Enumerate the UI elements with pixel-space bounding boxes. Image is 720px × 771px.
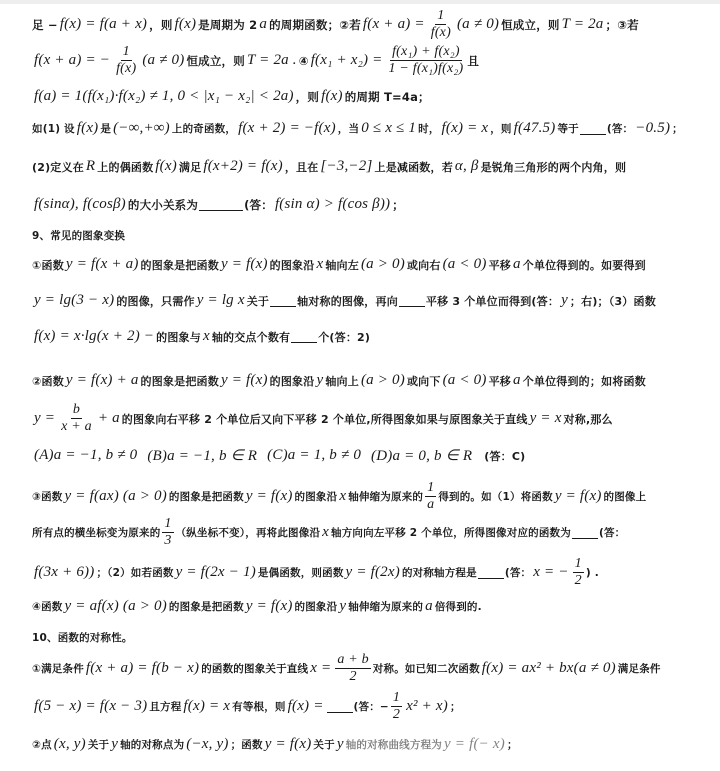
text: 有等根，则 bbox=[232, 701, 286, 713]
math: (a ≠ 0) bbox=[142, 52, 185, 68]
math: T = 2a bbox=[561, 16, 604, 32]
doc-line-10 bbox=[32, 372, 646, 389]
fraction: $\frac{1}{2}$ bbox=[392, 690, 401, 722]
heading-text: 9、常见的图象变换 bbox=[32, 230, 126, 242]
math: α, β bbox=[454, 158, 479, 174]
fraction: $\frac{1}{2}$ bbox=[574, 556, 582, 588]
text: （纵坐标不变），再将此图像沿 bbox=[175, 527, 321, 539]
text: ②函数 bbox=[32, 374, 64, 388]
math: y = bbox=[34, 410, 56, 426]
answer-blank bbox=[399, 294, 425, 307]
answer-blank bbox=[580, 122, 606, 135]
math: f(x) bbox=[174, 16, 197, 32]
math: y = lg x bbox=[196, 292, 245, 308]
text: 是锐角三角形的两个内角，则 bbox=[480, 160, 627, 174]
text: (答： bbox=[598, 527, 626, 539]
doc-line-15 bbox=[32, 556, 599, 589]
math: y = f(x) bbox=[245, 598, 293, 614]
text: 轴对称的图像，再向 bbox=[297, 294, 398, 308]
fraction: $\frac{a + b}{2}$ bbox=[337, 652, 369, 684]
text: ，则 bbox=[149, 17, 173, 32]
text: ①满足条件 bbox=[32, 663, 84, 675]
text: 且 bbox=[467, 53, 480, 68]
math: f(x + 2) = −f(x) bbox=[238, 120, 336, 136]
text: 或向右 bbox=[406, 258, 441, 272]
math: y = f(x) bbox=[245, 488, 293, 504]
text: 倍得到的. bbox=[434, 601, 482, 613]
math: x bbox=[202, 328, 210, 344]
text: ) . bbox=[585, 566, 599, 579]
math: a bbox=[425, 598, 433, 614]
math: y = x bbox=[529, 410, 562, 426]
math: (a > 0) bbox=[360, 372, 405, 388]
choice-b: (B)a = −1, b ∈ R bbox=[147, 448, 258, 464]
math: f(x) bbox=[321, 88, 343, 104]
text: 恒成立，则 bbox=[501, 17, 560, 32]
text: 满足 bbox=[178, 160, 202, 174]
text: 的图象沿 bbox=[294, 491, 338, 503]
math: f(x + a) = bbox=[362, 16, 425, 32]
text: 个单位得到的；如将函数 bbox=[522, 374, 646, 388]
math: a bbox=[512, 256, 521, 272]
math: y bbox=[561, 292, 568, 308]
math: 0 ≤ x ≤ 1 bbox=[361, 120, 417, 136]
text: 轴向上 bbox=[325, 374, 359, 388]
text: ④ bbox=[298, 53, 309, 68]
text: 是偶函数，则函数 bbox=[257, 567, 344, 579]
text: 的图象是把函数 bbox=[168, 491, 244, 503]
doc-line-11 bbox=[32, 402, 613, 435]
text: 的图象与 bbox=[156, 330, 201, 344]
text: ②点 bbox=[32, 739, 52, 751]
doc-line-16 bbox=[32, 598, 482, 615]
text: 所有点的横坐标变为原来的 bbox=[32, 527, 161, 539]
math: x bbox=[339, 488, 347, 504]
fraction: $\frac{\text{f(x₁) + f(x₂)}}{\text{1 − f(x₁)f(x₂)}}$ bbox=[388, 44, 464, 76]
math: f(x₁ + x₂) = bbox=[310, 52, 383, 68]
math: y = f(x) bbox=[220, 256, 268, 272]
text: ； bbox=[449, 701, 461, 713]
math: f(sin α) > f(cos β)) bbox=[274, 196, 391, 212]
fraction: $\frac{1}{a}$ bbox=[427, 480, 435, 512]
text: 且方程 bbox=[149, 701, 182, 713]
text: 的图像，只需作 bbox=[116, 294, 195, 308]
text: 轴的交点个数有 bbox=[211, 330, 291, 344]
math: y = f(x) bbox=[264, 736, 312, 752]
math: (a > 0) bbox=[122, 488, 167, 504]
text: 恒成立，则 bbox=[186, 53, 245, 68]
math: y = f(2x) bbox=[345, 564, 400, 580]
text: (2)定义在 bbox=[32, 160, 84, 174]
text: 的周期函数；②若 bbox=[269, 17, 361, 32]
math: y = f(− x) bbox=[444, 736, 505, 752]
math: y bbox=[336, 736, 344, 752]
math: y = f(x + a) bbox=[65, 256, 139, 272]
text: ； bbox=[672, 123, 683, 135]
math: x² + x) bbox=[406, 698, 448, 714]
math: f(x) = x bbox=[183, 698, 231, 714]
math: y bbox=[339, 598, 347, 614]
answer-blank bbox=[199, 198, 243, 211]
doc-line-3 bbox=[32, 88, 430, 105]
math: x = bbox=[310, 660, 332, 676]
math: f(x) = x bbox=[441, 120, 489, 136]
math: y = af(x) bbox=[64, 598, 119, 614]
math: (a > 0) bbox=[122, 598, 167, 614]
text: 个单位得到的。如要得到 bbox=[522, 258, 646, 272]
text: ，则 bbox=[490, 123, 512, 135]
math: y = f(x) bbox=[220, 372, 268, 388]
math: f(x) bbox=[155, 158, 177, 174]
text: 关于 bbox=[87, 739, 110, 751]
math: (−∞,+∞) bbox=[113, 120, 170, 136]
text: (答： bbox=[244, 197, 273, 212]
math: f(x) bbox=[76, 120, 99, 136]
text: 关于 bbox=[313, 739, 335, 751]
heading-text: 10、函数的对称性。 bbox=[32, 632, 133, 644]
text: (答： bbox=[606, 123, 634, 135]
doc-line-18 bbox=[32, 690, 461, 723]
text: ；③若 bbox=[605, 17, 639, 32]
text: 的图象向右平移 2 个单位后又向下平移 2 个单位,所得图象如果与原图象关于直线 bbox=[121, 412, 528, 426]
answer-blank bbox=[478, 566, 504, 579]
math: f(x) = ax² + bx(a ≠ 0) bbox=[481, 660, 616, 676]
text: ，则 bbox=[295, 89, 320, 104]
text: 的大小关系为 bbox=[127, 197, 199, 212]
text: 上的偶函数 bbox=[97, 160, 154, 174]
math: f(x + a) = − bbox=[34, 52, 111, 68]
text: 对称,那么 bbox=[563, 412, 613, 426]
text: 的图象是把函数 bbox=[140, 374, 219, 388]
math: (−x, y) bbox=[186, 736, 229, 752]
doc-line-2 bbox=[32, 44, 479, 77]
text: ；函数 bbox=[230, 739, 263, 751]
fraction: $\frac{b}{x + a}$ bbox=[61, 402, 92, 434]
math: f(x) = bbox=[287, 698, 324, 714]
text: 关于 bbox=[246, 294, 270, 308]
math: y = f(x) + a bbox=[65, 372, 139, 388]
text: (答： bbox=[504, 567, 532, 579]
math: y = f(ax) bbox=[64, 488, 119, 504]
text: 如(1) 设 bbox=[32, 123, 75, 135]
text: 的图像上 bbox=[603, 491, 647, 503]
choice-d: (D)a = 0, b ∈ R bbox=[371, 448, 473, 464]
text: 轴伸缩为原来的 bbox=[348, 601, 424, 613]
section-heading-9 bbox=[32, 228, 125, 243]
math: f(a) = 1(f(x₁)·f(x₂) ≠ 1, 0 < |x₁ − x₂| < 2a) bbox=[34, 88, 294, 104]
text: ；右)；（3）函数 bbox=[569, 294, 656, 308]
math: y = f(2x − 1) bbox=[175, 564, 256, 580]
text: 平移 bbox=[488, 258, 511, 272]
doc-line-14 bbox=[32, 516, 625, 549]
text: 的图象沿 bbox=[269, 374, 315, 388]
math: −0.5) bbox=[635, 120, 671, 136]
math: y = lg(3 − x) bbox=[34, 292, 115, 308]
text: 得到的。如（1）将函数 bbox=[438, 491, 553, 503]
answer-blank bbox=[270, 294, 296, 307]
doc-line-7 bbox=[32, 256, 646, 273]
math: T = 2a . bbox=[246, 52, 297, 68]
answer-text: (答：C) bbox=[484, 449, 526, 463]
math: f(5 − x) = f(x − 3) bbox=[34, 698, 148, 714]
math: (a < 0) bbox=[442, 256, 487, 272]
math: (a < 0) bbox=[442, 372, 487, 388]
text: 轴伸缩为原来的 bbox=[348, 491, 424, 503]
doc-line-12-choices bbox=[32, 446, 525, 465]
answer-blank bbox=[327, 700, 353, 713]
math: f(x + a) = f(b − x) bbox=[85, 660, 200, 676]
doc-line-4 bbox=[32, 120, 683, 137]
doc-line-13 bbox=[32, 480, 646, 513]
text: ； bbox=[392, 197, 404, 212]
text: 足 − bbox=[32, 17, 58, 32]
text: 满足条件 bbox=[617, 663, 661, 675]
math: y bbox=[316, 372, 324, 388]
text: ①函数 bbox=[32, 258, 64, 272]
text: 平移 3 个单位而得到(答： bbox=[425, 294, 560, 308]
text: 的图象沿 bbox=[269, 258, 315, 272]
text: 个(答：2) bbox=[318, 330, 371, 344]
text: 轴方向向左平移 2 个单位，所得图像对应的函数为 bbox=[331, 527, 571, 539]
page-top-edge bbox=[0, 0, 720, 4]
text: 对称。如已知二次函数 bbox=[372, 663, 480, 675]
text: 的图象是把函数 bbox=[140, 258, 219, 272]
fraction: $\frac{1}{f(x)}$ bbox=[116, 44, 137, 76]
text: ；（2）如若函数 bbox=[96, 567, 174, 579]
text: 轴的对称点为 bbox=[120, 739, 185, 751]
text: 的对称轴方程是 bbox=[401, 567, 477, 579]
text: ③函数 bbox=[32, 491, 63, 503]
text: 的函数的图象关于直线 bbox=[201, 663, 309, 675]
math: f(sinα), f(cosβ) bbox=[34, 196, 126, 212]
text: ，且在 bbox=[284, 160, 319, 174]
text: 或向下 bbox=[406, 374, 441, 388]
text: ，当 bbox=[337, 123, 360, 135]
math: x bbox=[322, 524, 330, 540]
doc-line-17 bbox=[32, 652, 661, 685]
text: ； bbox=[506, 739, 518, 751]
choice-a: (A)a = −1, b ≠ 0 bbox=[34, 447, 138, 463]
answer-blank bbox=[291, 330, 317, 343]
doc-line-6 bbox=[32, 196, 404, 213]
doc-line-5 bbox=[32, 158, 626, 175]
text: 是周期为 2 bbox=[198, 17, 258, 32]
doc-line-1 bbox=[32, 8, 639, 41]
math: (a ≠ 0) bbox=[456, 16, 500, 32]
doc-line-9 bbox=[32, 328, 370, 345]
math: f(47.5) bbox=[513, 120, 556, 136]
answer-blank bbox=[572, 526, 598, 539]
math: f(x+2) = f(x) bbox=[203, 158, 283, 174]
choice-c: (C)a = 1, b ≠ 0 bbox=[267, 447, 362, 463]
fraction: $\frac{1}{3}$ bbox=[164, 516, 172, 548]
text: 平移 bbox=[488, 374, 511, 388]
fraction: $\frac{1}{f(x)}$ bbox=[430, 8, 451, 40]
math: y = f(x) bbox=[554, 488, 602, 504]
math: (x, y) bbox=[53, 736, 86, 752]
math: R bbox=[85, 158, 96, 174]
math: y bbox=[111, 736, 119, 752]
text: ④函数 bbox=[32, 601, 63, 613]
math: x = − bbox=[533, 564, 569, 580]
math: + a bbox=[97, 410, 120, 426]
text: 上的奇函数， bbox=[171, 123, 237, 135]
math: f(3x + 6)) bbox=[34, 564, 95, 580]
math: [−3,−2] bbox=[320, 158, 373, 174]
text: (答：− bbox=[353, 701, 389, 713]
text: 的图象是把函数 bbox=[168, 601, 244, 613]
text: 的周期 T=4a； bbox=[344, 89, 430, 104]
math: (a > 0) bbox=[360, 256, 405, 272]
text: 的图象沿 bbox=[294, 601, 338, 613]
text: 上是减函数，若 bbox=[374, 160, 453, 174]
math: x bbox=[316, 256, 324, 272]
text: 是 bbox=[100, 123, 112, 135]
text: 等于 bbox=[557, 123, 579, 135]
math: f(x) = f(a + x) bbox=[59, 16, 148, 32]
text: 轴的对称曲线方程为 bbox=[345, 739, 442, 751]
doc-line-8 bbox=[32, 292, 656, 309]
text: 时， bbox=[418, 123, 440, 135]
section-heading-10 bbox=[32, 630, 133, 645]
math: f(x) = x·lg(x + 2) − bbox=[34, 328, 155, 344]
doc-line-19 bbox=[32, 736, 518, 753]
math: a bbox=[259, 16, 268, 32]
text: 轴向左 bbox=[325, 258, 359, 272]
math: a bbox=[512, 372, 521, 388]
